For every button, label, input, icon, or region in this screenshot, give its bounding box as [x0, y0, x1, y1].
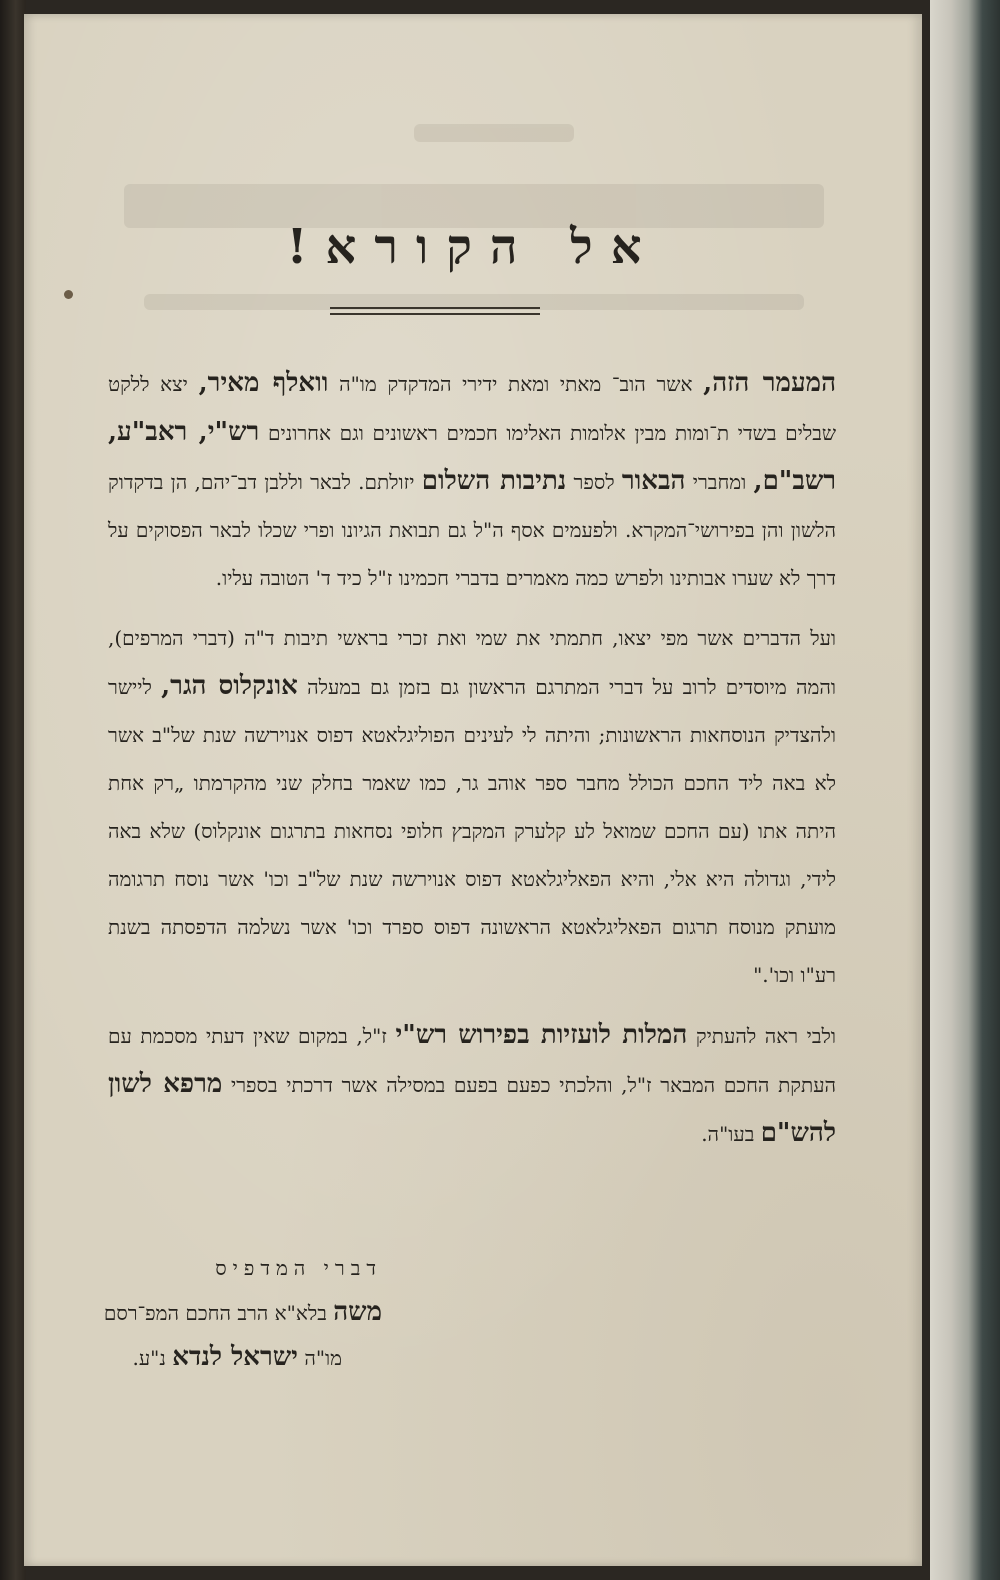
body-text: [108, 359, 836, 1170]
signature-block: [82, 1246, 382, 1380]
paragraph-3: [108, 1011, 836, 1158]
book-binding-right: [930, 0, 1000, 1580]
paragraph-1-text4: לספר: [573, 470, 615, 494]
book-page: [24, 14, 922, 1566]
signature-line-2-suffix: נ"ע.: [132, 1346, 166, 1370]
paragraph-3-text2: ז"ל, במקום שאין דעתי מסכמת עם העתקת החכם המבאר ז"ל, והלכתי כפעם בפעם במסילה אשר דרכתי בספרי: [108, 1024, 837, 1097]
paragraph-2-text2: ליישר ולהצדיק הנוסחאות הראשונות; והיתה לי לעינים הפוליגלאטא דפוס אנוירשה שנת של"ב אשר לא באה ליד החכם הכולל מחבר ספר אוהב גר, כמו שאמר בחלק שני מהקרמתו „רק אחת היתה אתו (עם החכם שמואל לע קלערק המקבץ חלופי נסחאות בתרגום אונקלוס) שלא באה לידי, וגדולה היא אלי, והיא הפאליגלאטא דפוס אנוירשה שנת של"ב וכו' אשר נוסח תרגומה מועתק מנוסח תרגום הפאליגלאטא הראשונה דפוס ספרד וכו' אשר נשלמה הדפסתה בשנת רע"ו וכו'.": [108, 675, 836, 987]
paragraph-1-text5: יזולתם. לבאר וללבן דב־יהם, הן בדקדוק הלשון והן בפירושי־המקרא. ולפעמים אסף ה"ל גם תבואת הגיונו ופרי שכלו לבאר הפסוקים על דרך לא שערו אבותינו ולפרש כמה מאמרים בדברי חכמינו ז"ל כיד ד' הטובה עליו.: [108, 470, 836, 590]
paragraph-3-text3: בעו"ה.: [701, 1122, 755, 1146]
title-double-rule: [330, 307, 540, 315]
paragraph-1-commentators: רש"י, ראב"ע, רשב"ם,: [108, 417, 837, 496]
paragraph-1-text: אשר הוב־ מאתי ומאת ידירי המדקדק מו"ה: [339, 372, 693, 396]
paragraph-1-biur: הבאור: [621, 466, 686, 496]
paragraph-1-lead: המעמר הזה,: [703, 368, 837, 398]
paragraph-1-text3: ומחברי: [692, 470, 747, 494]
paragraph-1: [108, 359, 836, 602]
signature-line-1: [82, 1290, 382, 1335]
book-binding-left: [0, 0, 26, 1580]
paragraph-1-author-name: וואלף מאיר,: [198, 368, 329, 398]
paper-spot: [64, 290, 73, 299]
signature-name: משה: [333, 1297, 382, 1327]
paragraph-1-book-name: נתיבות השלום: [421, 466, 567, 496]
paragraph-2-onkelos: אונקלוס הגר,: [161, 671, 298, 701]
signature-heading: דברי המדפיס: [215, 1256, 382, 1280]
page-title: אל הקורא!: [286, 219, 660, 275]
signature-line-2: [82, 1335, 342, 1380]
paragraph-1-text2: יצא ללקט שבלים בשדי ת־ומות מבין אלומות האלימו חכמים ראשונים וגם אחרונים: [108, 372, 837, 445]
paragraph-3-book-name: מרפא לשון להש"ם: [108, 1069, 836, 1148]
signature-father-name: ישראל לנדא: [172, 1342, 298, 1372]
signature-line-1-rest: בלא"א הרב החכם המפ־רסם: [103, 1301, 327, 1325]
paragraph-2: [108, 614, 836, 999]
paragraph-3-text: ולבי ראה להעתיק: [695, 1024, 837, 1048]
signature-line-2-prefix: מו"ה: [304, 1346, 342, 1370]
paragraph-2-text: ועל הדברים אשר מפי יצאו, חתמתי את שמי ואת זכרי בראשי תיבות ד"ה (דברי המרפים), והמה מיוסדים לרוב על דברי המתרגם הראשון גם בזמן גם במעלה: [108, 626, 837, 699]
paragraph-3-phrase: המלות לועזיות בפירוש רש"י: [395, 1020, 688, 1050]
